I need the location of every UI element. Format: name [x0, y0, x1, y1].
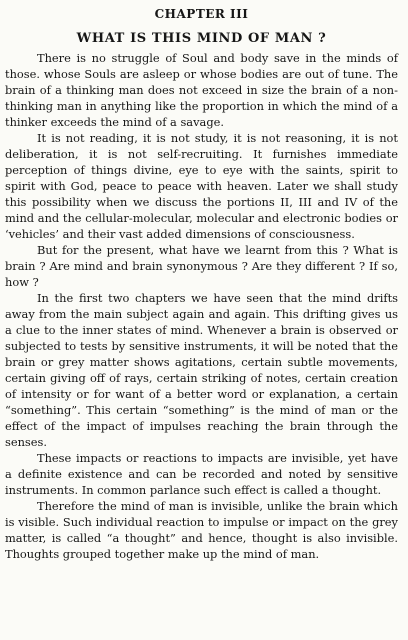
- paragraph: There is no struggle of Soul and body save in the minds of those. whose Souls are asleep or whose bodies are out of tune. The brain of a thinking man does not exceed in size the brain of a non-thinking man in anything like the proportion in which the mind of a thinker exceeds the mind of a savage.: [5, 51, 398, 129]
- paragraph: These impacts or reactions to impacts are invisible, yet have a definite existence and can be recorded and noted by sensitive instruments. In common parlance such effect is called a thought.: [5, 451, 398, 497]
- paragraph: But for the present, what have we learnt from this ? What is brain ? Are mind and brain synonymous ? Are they different ? If so, how ?: [5, 243, 398, 289]
- paragraph: Therefore the mind of man is invisible, unlike the brain which is visible. Such individual reaction to impulse or impact on the grey matter, is called “a thought” and hence, thought is also invisible. Thoughts grouped together make up the mind of man.: [5, 499, 398, 561]
- chapter-label: CHAPTER III: [154, 7, 249, 21]
- chapter-body: [5, 50, 398, 562]
- paragraph: It is not reading, it is not study, it is not reasoning, it is not deliberation, it is not self-recruiting. It furnishes immediate perception of things divine, eye to eye with the saints, spirit to spirit with God, peace to peace with heaven. Later we shall study this possibility when we discuss the portions II, III and IV of the mind and the cellular-molecular, molecular and electronic bodies or ‘vehicles’ and their vast added dimensions of consciousness.: [5, 131, 398, 241]
- chapter-title: WHAT IS THIS MIND OF MAN ?: [76, 31, 327, 46]
- paragraph: In the first two chapters we have seen that the mind drifts away from the main subject again and again. This drifting gives us a clue to the inner states of mind. Whenever a brain is observed or subjected to tests by sensitive instruments, it will be noted that the brain or grey matter shows agitations, certain subtle movements, certain giving off of rays, certain striking of notes, certain creation of intensity or for want of a better word or explanation, a certain “something”. This certain “something” is the mind of man or the effect of the impact of impulses reaching the brain through the senses.: [5, 291, 398, 449]
